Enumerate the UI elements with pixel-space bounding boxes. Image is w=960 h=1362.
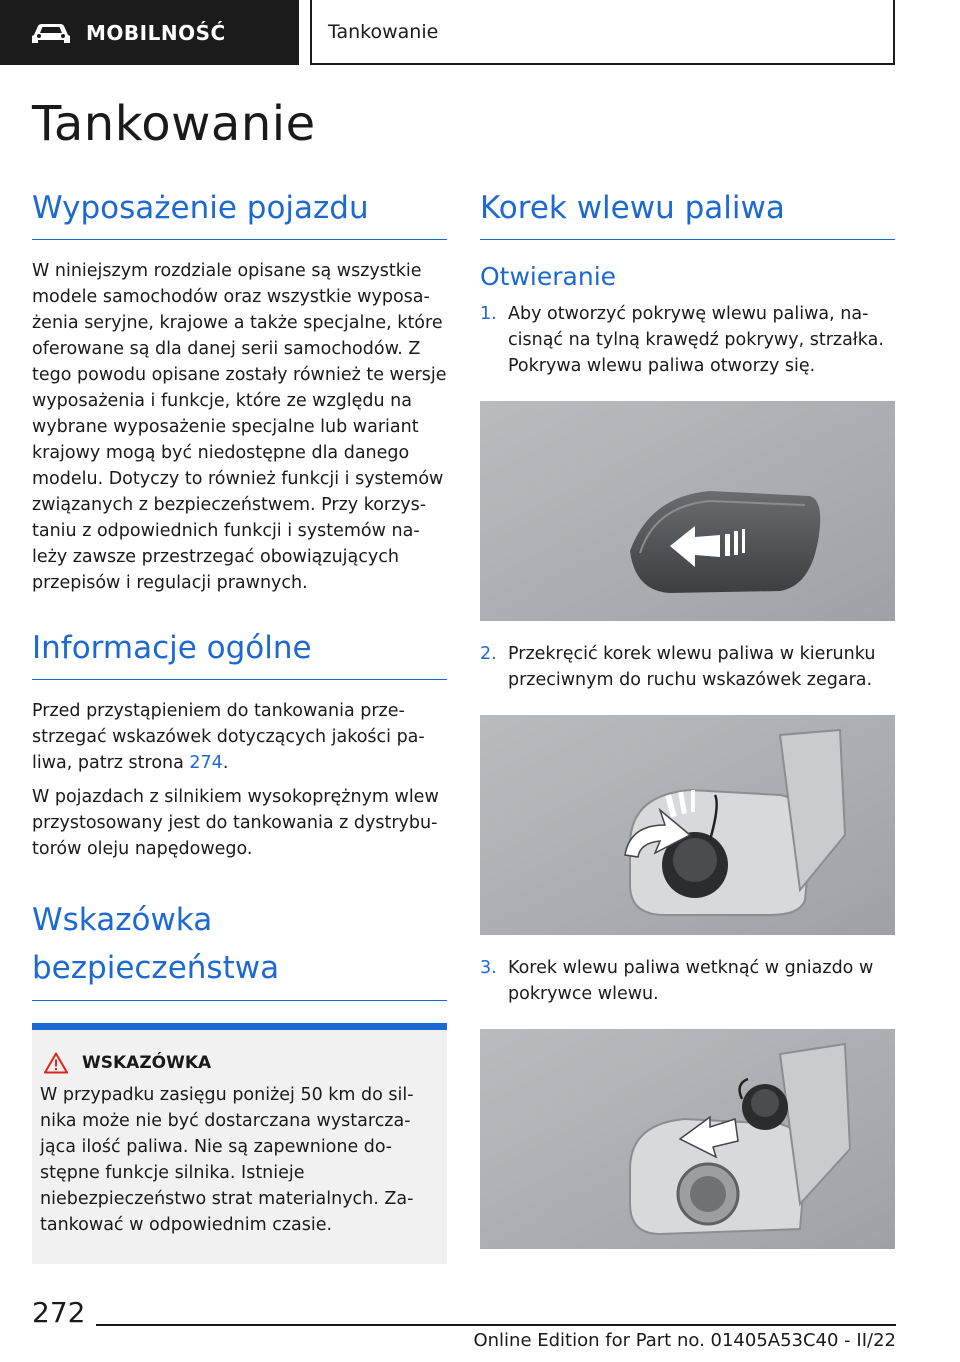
header-section-tab <box>0 0 299 65</box>
page-number: 272 <box>32 1296 86 1329</box>
section-title-equipment: Wyposażenie pojazdu <box>32 190 447 240</box>
car-icon <box>30 19 72 47</box>
header-topic-label: Tankowanie <box>328 20 439 43</box>
subsection-title-opening: Otwieranie <box>480 262 617 292</box>
section-title-safety: Wskazówka bezpieczeństwa <box>32 902 280 987</box>
warning-heading <box>44 1052 437 1074</box>
warning-triangle-icon <box>44 1052 68 1074</box>
page-link[interactable]: 274 <box>189 753 223 774</box>
equipment-text: W niniejszym rozdziale opisane są wszystkie modele samochodów oraz wszystkie wyposażenia seryjne, krajowe a także specjalne, które oferowane są dla danej serii samochodów. Z tego powodu opisane zostały również te wersje wyposażenia i funkcje, które ze względu na wybrane wyposażenie specjalne lub wariant krajowy mogą być niedostępne dla danego modelu. Dotyczy to również funkcji i systemów związanych z bezpieczeństwem. Przy korzystaniu z odpowiednich funkcji i systemów należy zawsze przestrzegać obowiązujących przepisów i regulacji prawnych. <box>32 261 447 594</box>
step-text: Aby otworzyć pokrywę wlewu paliwa, nacisnąć na tylną krawędź pokrywy, strzałka. Pokrywa wlewu paliwa otworzy się. <box>508 304 884 377</box>
header-topic <box>310 0 895 65</box>
figure-fuel-cap-store <box>480 1029 895 1249</box>
section-title-fuel-cap: Korek wlewu paliwa <box>480 190 895 240</box>
general-text-a-end: . <box>222 753 229 774</box>
page-title: Tankowanie <box>32 96 316 152</box>
step-item <box>480 955 895 1007</box>
header-section-label: MOBILNOŚĆ <box>86 20 226 45</box>
steps-list <box>480 301 895 1249</box>
general-text-a-body: Przed przystąpieniem do tankowania przestrzegać wskazówek dotyczących jakości paliwa, patrz strona <box>32 701 425 774</box>
warning-label: WSKAZÓWKA <box>82 1053 212 1074</box>
footer-edition: Online Edition for Part no. 01405A53C40 - II/22 <box>473 1330 896 1351</box>
figure-fuel-flap-press <box>480 401 895 621</box>
footer-rule <box>96 1324 896 1326</box>
figure-fuel-cap-turn <box>480 715 895 935</box>
general-text-b: W pojazdach z silnikiem wysokoprężnym wlew przystosowany jest do tankowania z dystrybutorów oleju napędowego. <box>32 787 439 860</box>
section-title-general: Informacje ogólne <box>32 630 447 680</box>
step-number: 2. <box>480 644 497 665</box>
step-item <box>480 641 895 693</box>
step-item <box>480 301 895 379</box>
step-text: Przekręcić korek wlewu paliwa w kierunku przeciwnym do ruchu wskazówek zegara. <box>508 644 876 691</box>
step-number: 3. <box>480 958 497 979</box>
step-number: 1. <box>480 304 497 325</box>
step-text: Korek wlewu paliwa wetknąć w gniazdo w pokrywce wlewu. <box>508 958 874 1005</box>
warning-text: W przypadku zasięgu poniżej 50 km do silnika może nie być dostarczana wystarczająca ilość paliwa. Nie są zapewnione dostępne funkcje silnika. Istnieje niebezpieczeństwo strat materialnych. Zatankować w odpowiednim czasie. <box>40 1085 414 1236</box>
warning-box <box>32 1030 447 1264</box>
left-column <box>32 190 447 1264</box>
section-title-safety-rule <box>32 1000 447 1001</box>
right-column <box>480 190 895 1249</box>
warning-bar <box>32 1023 447 1030</box>
general-text-a <box>32 698 447 776</box>
